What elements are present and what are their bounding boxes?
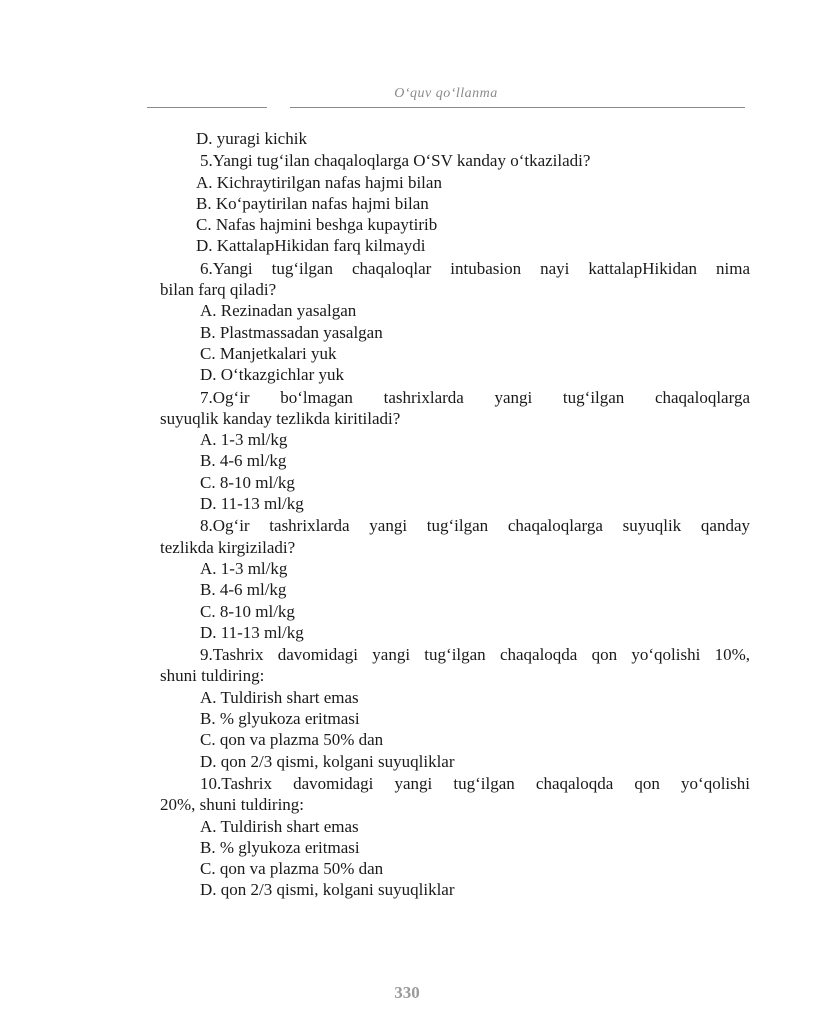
question-7 (160, 387, 750, 515)
answer-option: C. Nafas hajmini beshga kupaytirib (196, 215, 438, 235)
question-text-continuation: 20%, shuni tuldiring: (160, 795, 305, 815)
question-text: 6.Yangi tug‘ilgan chaqaloqlar intubasion nayi kattalapHikidan nima (200, 258, 750, 278)
question-text: 10.Tashrix davomidagi yangi tug‘ilgan chaqaloqda qon yo‘qolishi (200, 773, 750, 793)
answer-option: B. Ko‘paytirilan nafas hajmi bilan (196, 193, 429, 213)
answer-option: C. qon va plazma 50% dan (200, 730, 384, 750)
answer-option: C. 8-10 ml/kg (200, 472, 295, 492)
answer-option: D. 11-13 ml/kg (200, 622, 304, 642)
answer-option: B. % glyukoza eritmasi (200, 837, 360, 857)
header-title: O‘quv qo‘llanma (394, 86, 498, 101)
question-text-continuation: shuni tuldiring: (160, 666, 265, 686)
answer-option: A. Rezinadan yasalgan (200, 301, 357, 321)
question-text: 8.Og‘ir tashrixlarda yangi tug‘ilgan chaqaloqlarga suyuqlik qanday (200, 516, 750, 536)
question-9 (160, 644, 750, 772)
answer-option: B. 4-6 ml/kg (200, 451, 287, 471)
header-rule-right (553, 107, 745, 108)
question-5 (160, 150, 750, 256)
header-rule-left (147, 107, 267, 108)
answer-option: B. Plastmassadan yasalgan (200, 322, 383, 342)
answer-option: A. 1-3 ml/kg (200, 558, 288, 578)
answer-option: D. qon 2/3 qismi, kolgani suyuqliklar (200, 880, 455, 900)
question-text-continuation: bilan farq qiladi? (160, 280, 277, 300)
page-body (160, 128, 750, 901)
question-6 (160, 258, 750, 386)
answer-option: D. KattalapHikidan farq kilmaydi (196, 236, 426, 256)
running-header (147, 86, 745, 114)
answer-option: D. 11-13 ml/kg (200, 494, 304, 514)
question-text-continuation: suyuqlik kanday tezlikda kiritiladi? (160, 408, 401, 428)
answer-option: C. qon va plazma 50% dan (200, 859, 384, 879)
answer-option: D. qon 2/3 qismi, kolgani suyuqliklar (200, 751, 455, 771)
answer-option: A. Tuldirish shart emas (200, 816, 359, 836)
question-text-continuation: tezlikda kirgiziladi? (160, 537, 296, 557)
question-text: 7.Og‘ir bo‘lmagan tashrixlarda yangi tug‘ilgan chaqaloqlarga (200, 387, 750, 407)
answer-option: A. 1-3 ml/kg (200, 430, 288, 450)
answer-option: A. Kichraytirilgan nafas hajmi bilan (196, 172, 442, 192)
question-text: 9.Tashrix davomidagi yangi tug‘ilgan chaqaloqda qon yo‘qolishi 10%, (200, 645, 750, 665)
answer-option: D. O‘tkazgichlar yuk (200, 365, 344, 385)
page-number: 330 (394, 983, 420, 1002)
answer-option: A. Tuldirish shart emas (200, 687, 359, 707)
question-text: 5.Yangi tug‘ilan chaqaloqlarga O‘SV kanday o‘tkaziladi? (200, 151, 591, 171)
answer-option: B. % glyukoza eritmasi (200, 709, 360, 729)
question-8 (160, 515, 750, 643)
answer-option: D. yuragi kichik (196, 129, 307, 148)
answer-option: B. 4-6 ml/kg (200, 580, 287, 600)
question-10 (160, 773, 750, 901)
answer-option: C. 8-10 ml/kg (200, 601, 295, 621)
answer-option: C. Manjetkalari yuk (200, 343, 337, 363)
